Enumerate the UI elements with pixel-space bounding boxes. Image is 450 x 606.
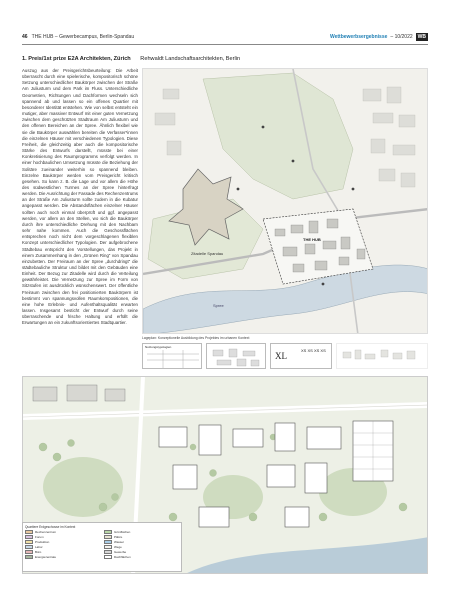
legend-swatch: [104, 555, 112, 559]
page-number: 46: [22, 34, 28, 40]
legend-item: [25, 545, 100, 549]
site-plan: [142, 68, 428, 334]
legend-grid: [25, 530, 179, 559]
legend-item: [25, 540, 100, 544]
legend-swatch: [25, 535, 33, 539]
scale-xl: XL: [275, 351, 287, 361]
site-plan-graphic: [143, 69, 428, 334]
legend-item: [25, 530, 100, 534]
legend-label: Wasser: [114, 540, 125, 544]
diagram-freiraum-graphic: [207, 344, 266, 369]
legend-label: Dachflächen: [114, 555, 131, 559]
publisher-logo: WB: [417, 34, 426, 40]
legend-label: Produktion: [35, 540, 50, 544]
jury-text: Auszug aus der Preisgerichtsbeurteilung: Die Arbeit überrascht durch eine spielerische, kompositorisch schöne Setzung unterschiedlicher Baukörper zwischen der Straße Am Juliusturm und dem Park im Fluss. Unterschiedliche Geometrien, Richtungen und Dachformen wechseln sich spannend ab und lassen so ein offenes Quartier mit besonderer Identität entstehen. Wie von selbst entsteht ein mutiger, aber massiver Entwurf mit einer guten Vernetzung zwischen dem geschützten Stadtraum Am Juliusturm und den offenen Bereichen an der Spree. Ähnlich flexibel wie sie die Baukörper auswählen bereiten die Verfasser*innen die einzelnen Häuser mit verschiedenen Typologien. Diese Freiheit, die gleichzeitig aber auch die kompositorische Stärke des Entwurfs darstellt, müsste bei einer Konkretisierung des Raumprogramms verfolgt werden. In einer hochbaulichen Umsetzung müsste die Beziehung der Solitäre zueinander weiterhin so spannend bleiben. Einzelne Baukörper werden vom Preisgericht kritisch gesehen. So kann z. B. die Lage und vor allem die Höhe des südwestlichen Turmes an der Spree hinterfragt werden. Die Ausrichtung der Fassade des Rechenzentrums an der Straße Am Juliusturm sollte zudem in die Kubatur angepasst werden. Die Abstandsflächen einzelner Häuser sollten auch noch einmal überprüft und ggf. angepasst werden, vor allem an den Stellen, wo sich die Baukörper durch ihre unterschiedliche Drehung mit den Nachbarn sehr nahe kommen. Auch die Geschossflächen entsprechen noch nicht dem vorgeschlagenen flexiblen Konzept unterschiedlicher Typologien. Der aufgebrochene Städtebau entspricht den Vorstellungen, das Projekt in einem Zusammenhang in den „Grünen Ring“ von Spandau einzubetten. Der Freiraum an der Spree „durchdringt“ die städtebauliche Struktur und bildet mit den Gebäuden eine Einheit. Der Bezug zur Zitadelle wird durch die Verteilung gewährleistet. Die Vernetzung zur Spree im Form von Sitzstufen ist ausdrücklich wünschenswert. Der öffentliche Freiraum zwischen den frei positionierten Baukörpern ist bestimmt von spannungsvollen Raumkompositionen, die eine hohe Erlebnis- und Aufenthaltsqualität erwarten lassen. Insgesamt besticht der Entwurf durch seine überraschende und frische Haltung und erfüllt die Erwartungen an ein zukunftsorientiertes Stadtquartier.: [22, 68, 138, 326]
legend-swatch: [104, 540, 112, 544]
siteplan-caption: Lageplan: Konzeptionelle Ausbildung des Projektes im urbanen Kontext: [142, 336, 250, 340]
legend-item: [104, 545, 179, 549]
diagram-freiraum: [206, 343, 266, 369]
page-header: [22, 32, 428, 42]
prize-label-en: 1st prize: [43, 56, 67, 62]
legend-swatch: [104, 535, 112, 539]
diagram-nutzung: [142, 343, 202, 369]
header-right: [330, 33, 428, 41]
legend-item: [104, 550, 179, 554]
legend-label: Forum: [35, 535, 44, 539]
diagram-scale: [270, 343, 332, 369]
legend-item: [104, 540, 179, 544]
legend-item: [25, 550, 100, 554]
legend-label: Grünflächen: [114, 530, 131, 534]
legend-item: [25, 555, 100, 559]
xs-2: XS: [307, 348, 313, 353]
legend-swatch: [104, 550, 112, 554]
legend-item: [104, 530, 179, 534]
legend-label: Labor: [35, 545, 43, 549]
legend-title: Quartiere Erdgeschosse im Kontext: [25, 525, 76, 529]
legend-label: Plätze: [114, 535, 123, 539]
entry-title: 1. Preis/1st prize E2A Architekten, Zürich Rehwaldt Landschaftsarchitekten, Berlin: [22, 56, 241, 62]
legend-label: Wege: [114, 545, 122, 549]
legend-swatch: [104, 530, 112, 534]
legend-swatch: [25, 530, 33, 534]
xs-4: XS: [320, 348, 326, 353]
scale-xs: [301, 348, 331, 353]
legend-label: Rechenzentrum: [35, 530, 57, 534]
legend-swatch: [25, 545, 33, 549]
diagram-title-1: Nutzungstypologien: [145, 345, 172, 349]
publication-title: THE HUB – Gewerbecampus, Berlin-Spandau: [31, 34, 135, 40]
legend-item: [104, 535, 179, 539]
citadel-label: Zitadelle Spandau: [191, 251, 224, 256]
hub-label: THE HUB: [303, 237, 321, 242]
legend-label: Büro: [35, 550, 42, 554]
issue-label: – 10/2022: [390, 34, 413, 40]
section-title: Wettbewerbsergebnisse: [329, 34, 388, 40]
legend-swatch: [25, 540, 33, 544]
diagram-blocks: [336, 343, 428, 369]
plan-legend: [22, 522, 182, 572]
architects: E2A Architekten, Zürich: [67, 56, 131, 62]
prize-label: 1. Preis: [22, 56, 42, 62]
river-label: Spree: [213, 303, 224, 308]
legend-swatch: [104, 545, 112, 549]
legend-item: [104, 555, 179, 559]
legend-swatch: [25, 555, 33, 559]
xs-1: XS: [301, 348, 307, 353]
legend-item: [25, 535, 100, 539]
diagram-blocks-graphic: [337, 344, 428, 369]
legend-swatch: [25, 550, 33, 554]
header-rule: [22, 44, 428, 45]
xs-3: XS: [313, 348, 320, 353]
legend-label: Gewerbe: [114, 550, 127, 554]
landscape-architects: Rehwaldt Landschaftsarchitekten, Berlin: [140, 56, 241, 62]
legend-label: Energiezentrale: [35, 555, 57, 559]
